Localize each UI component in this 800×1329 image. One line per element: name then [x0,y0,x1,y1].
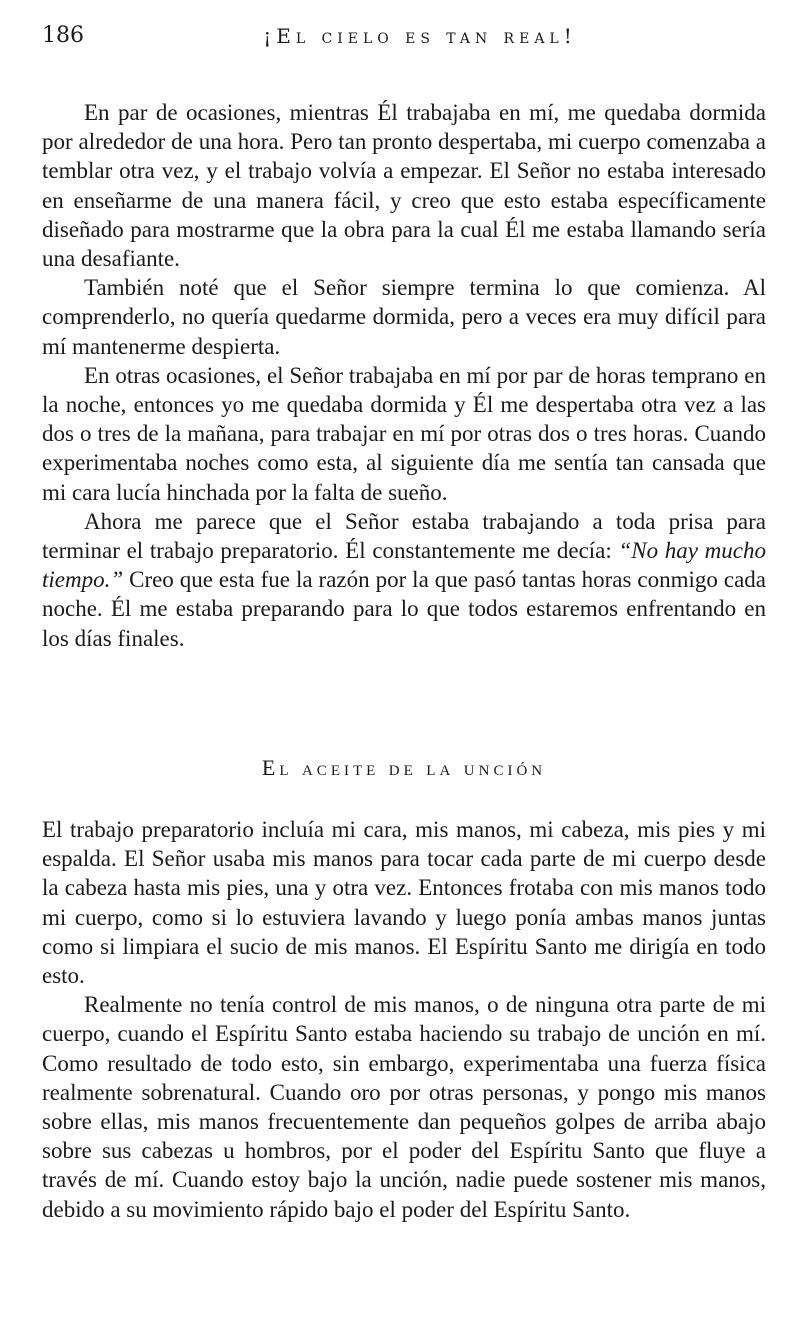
paragraph: En par de ocasiones, mientras Él trabajaba en mí, me quedaba dormida por alrededor de una hora. Pero tan pronto despertaba, mi cuerpo comenzaba a temblar otra vez, y el trabajo volvía a empezar. El Señor no estaba interesado en enseñarme de una manera fácil, y creo que esto estaba específicamente diseñado para mostrarme que la obra para la cual Él me estaba llamando sería una desafiante. [42,100,766,272]
paragraph-text: Creo que esta fue la razón por la que pasó tantas horas conmigo cada noche. Él me estaba preparando para lo que todos estaremos enfrentando en los días finales. [42,567,766,651]
section-heading: El aceite de la unción [261,755,547,780]
paragraph: También noté que el Señor siempre termina lo que comienza. Al comprenderlo, no quería quedarme dormida, pero a veces era muy difícil para mí mantenerme despierta. [42,275,766,359]
paragraph-text: Ahora me parece que el Señor estaba trabajando a toda prisa para terminar el trabajo preparatorio. Él constantemente me decía: [42,508,766,564]
page-number: 186 [42,23,84,48]
body-text-after-heading [42,815,766,1224]
paragraph: En otras ocasiones, el Señor trabajaba en mí por par de horas temprano en la noche, entonces yo me quedaba dormida y Él me despertaba otra vez a las dos o tres de la mañana, para trabajar en mí por otras dos o tres horas. Cuando experimentaba noches como esta, al siguiente día me sentía tan cansada que mi cara lucía hinchada por la falta de sueño. [42,362,766,505]
body-text-before-heading [42,98,766,653]
running-header-title: ¡El cielo es tan real! [263,24,577,48]
paragraph-with-quote [42,507,766,653]
italic-quote: “No hay mucho tiempo.” [42,538,766,593]
paragraph: El trabajo preparatorio incluía mi cara, mis manos, mi cabeza, mis pies y mi espalda. El Señor usaba mis manos para tocar cada parte de mi cuerpo desde la cabeza hasta mis pies, una y otra vez. Entonces frotaba con mis manos todo mi cuerpo, como si lo estuviera lavando y luego ponía ambas manos juntas como si limpiara el sucio de mis manos. El Espíritu Santo me dirigía en todo esto. [42,817,766,989]
paragraph: Realmente no tenía control de mis manos, o de ninguna otra parte de mi cuerpo, cuando el Espíritu Santo estaba haciendo su trabajo de unción en mí. Como resultado de todo esto, sin embargo, experimentaba una fuerza física realmente sobrenatural. Cuando oro por otras personas, y pongo mis manos sobre ellas, mis manos frecuentemente dan pequeños golpes de arriba abajo sobre sus cabezas u hombros, por el poder del Espíritu Santo que fluye a través de mí. Cuando estoy bajo la unción, nadie puede sostener mis manos, debido a su movimiento rápido bajo el poder del Espíritu Santo. [42,992,766,1222]
